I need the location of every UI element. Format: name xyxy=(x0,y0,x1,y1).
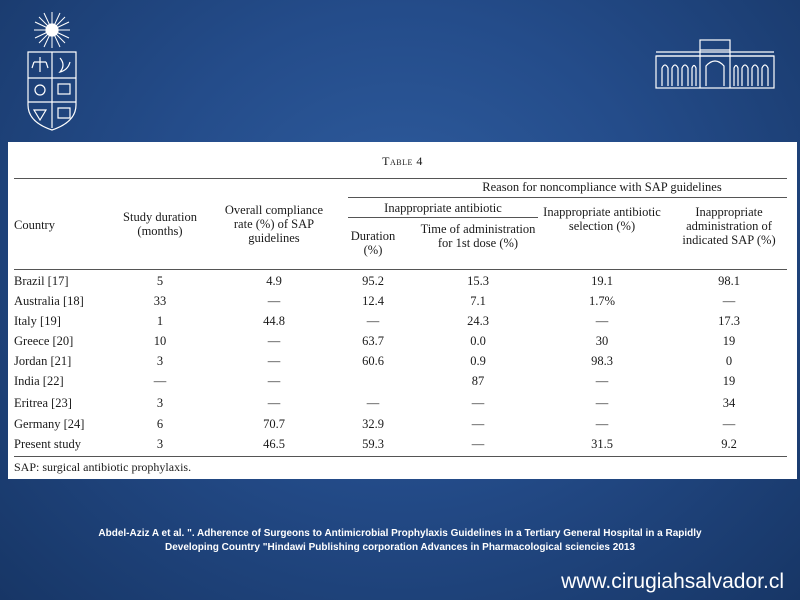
citation-line-2: Developing Country "Hindawi Publishing corporation Advances in Pharmacological sciencies 2013 xyxy=(164,542,636,553)
table-footnote: SAP: surgical antibiotic prophylaxis. xyxy=(14,460,192,474)
cell-compliance: 4.9 xyxy=(266,274,282,288)
cell-administration: 9.2 xyxy=(721,437,737,451)
university-crest-logo xyxy=(22,10,82,132)
cell-administration: 17.3 xyxy=(718,314,740,328)
cell-study-duration: 5 xyxy=(156,274,164,288)
table-top-rule xyxy=(14,178,787,179)
cell-country: Present study xyxy=(14,437,82,451)
cell-compliance: 46.5 xyxy=(263,437,285,451)
cell-compliance: — xyxy=(267,396,281,410)
table-row xyxy=(8,372,797,392)
cell-country: Italy [19] xyxy=(14,314,61,328)
cell-selection: 98.3 xyxy=(591,354,613,368)
cell-duration: — xyxy=(366,314,380,328)
col-header-overall-compliance: Overall compliance rate (%) of SAP guidelines xyxy=(224,203,324,245)
table-row xyxy=(8,435,797,455)
col-header-time-administration: Time of administration for 1st dose (%) xyxy=(420,222,536,250)
cell-country: Germany [24] xyxy=(14,417,85,431)
cell-duration: — xyxy=(366,396,380,410)
col-header-administration: Inappropriate administration of indicated SAP (%) xyxy=(682,205,776,247)
cell-time-admin: — xyxy=(471,396,485,410)
col-header-duration: Duration (%) xyxy=(350,229,396,257)
cell-time-admin: 0.9 xyxy=(470,354,486,368)
cell-study-duration: 3 xyxy=(156,354,164,368)
cell-selection: — xyxy=(595,417,609,431)
cell-compliance: — xyxy=(267,374,281,388)
table-row xyxy=(8,415,797,435)
cell-duration: 59.3 xyxy=(362,437,384,451)
cell-selection: — xyxy=(595,314,609,328)
cell-time-admin: — xyxy=(471,417,485,431)
cell-selection: 31.5 xyxy=(591,437,613,451)
cell-time-admin: — xyxy=(471,437,485,451)
cell-selection: 19.1 xyxy=(591,274,613,288)
cell-administration: 0 xyxy=(725,354,733,368)
cell-selection: — xyxy=(595,374,609,388)
cell-country: Eritrea [23] xyxy=(14,396,72,410)
website-url: www.cirugiahsalvador.cl xyxy=(561,570,784,593)
cell-compliance: — xyxy=(267,294,281,308)
cell-study-duration: — xyxy=(153,374,167,388)
cell-country: Brazil [17] xyxy=(14,274,69,288)
cell-compliance: 44.8 xyxy=(263,314,285,328)
table-row xyxy=(8,292,797,312)
table-title: Table 4 xyxy=(382,154,423,168)
cell-administration: 98.1 xyxy=(718,274,740,288)
cell-country: India [22] xyxy=(14,374,64,388)
cell-time-admin: 0.0 xyxy=(470,334,486,348)
cell-country: Jordan [21] xyxy=(14,354,72,368)
cell-compliance: 70.7 xyxy=(263,417,285,431)
cell-study-duration: 1 xyxy=(156,314,164,328)
header-group-reason: Reason for noncompliance with SAP guidelines xyxy=(482,180,722,194)
hospital-building-logo xyxy=(654,38,776,90)
cell-compliance: — xyxy=(267,354,281,368)
cell-study-duration: 3 xyxy=(156,396,164,410)
cell-selection: 30 xyxy=(595,334,609,348)
subheader-rule xyxy=(348,217,538,218)
cell-selection: 1.7% xyxy=(588,294,616,308)
citation xyxy=(0,527,800,555)
cell-time-admin: 24.3 xyxy=(467,314,489,328)
cell-compliance: — xyxy=(267,334,281,348)
cell-country: Australia [18] xyxy=(14,294,84,308)
table-row xyxy=(8,312,797,332)
cell-time-admin: 7.1 xyxy=(470,294,486,308)
cell-study-duration: 6 xyxy=(156,417,164,431)
cell-duration: 32.9 xyxy=(362,417,384,431)
cell-administration: 19 xyxy=(722,374,736,388)
cell-duration: 12.4 xyxy=(362,294,384,308)
cell-study-duration: 10 xyxy=(153,334,167,348)
table-row xyxy=(8,352,797,372)
cell-administration: 19 xyxy=(722,334,736,348)
cell-duration: 60.6 xyxy=(362,354,384,368)
table-row xyxy=(8,332,797,352)
col-header-selection: Inappropriate antibiotic selection (%) xyxy=(543,205,661,233)
cell-selection: — xyxy=(595,396,609,410)
cell-time-admin: 15.3 xyxy=(467,274,489,288)
table-bottom-rule xyxy=(14,456,787,457)
cell-country: Greece [20] xyxy=(14,334,74,348)
table-row xyxy=(8,272,797,292)
cell-duration: 95.2 xyxy=(362,274,384,288)
cell-study-duration: 33 xyxy=(153,294,167,308)
data-table xyxy=(8,142,797,479)
cell-duration: 63.7 xyxy=(362,334,384,348)
cell-study-duration: 3 xyxy=(156,437,164,451)
table-row xyxy=(8,394,797,414)
cell-time-admin: 87 xyxy=(471,374,485,388)
header-bottom-rule xyxy=(14,269,787,270)
subheader-inappropriate-antibiotic: Inappropriate antibiotic xyxy=(384,201,502,215)
col-header-study-duration: Study duration (months) xyxy=(123,210,197,238)
cell-administration: — xyxy=(722,417,736,431)
header-group-rule xyxy=(348,197,787,198)
cell-administration: 34 xyxy=(722,396,736,410)
citation-line-1: Abdel-Aziz A et al. ". Adherence of Surgeons to Antimicrobial Prophylaxis Guidelines in a Tertiary General Hospital in a Rapidly xyxy=(98,528,702,539)
col-header-country: Country xyxy=(14,218,55,232)
cell-administration: — xyxy=(722,294,736,308)
